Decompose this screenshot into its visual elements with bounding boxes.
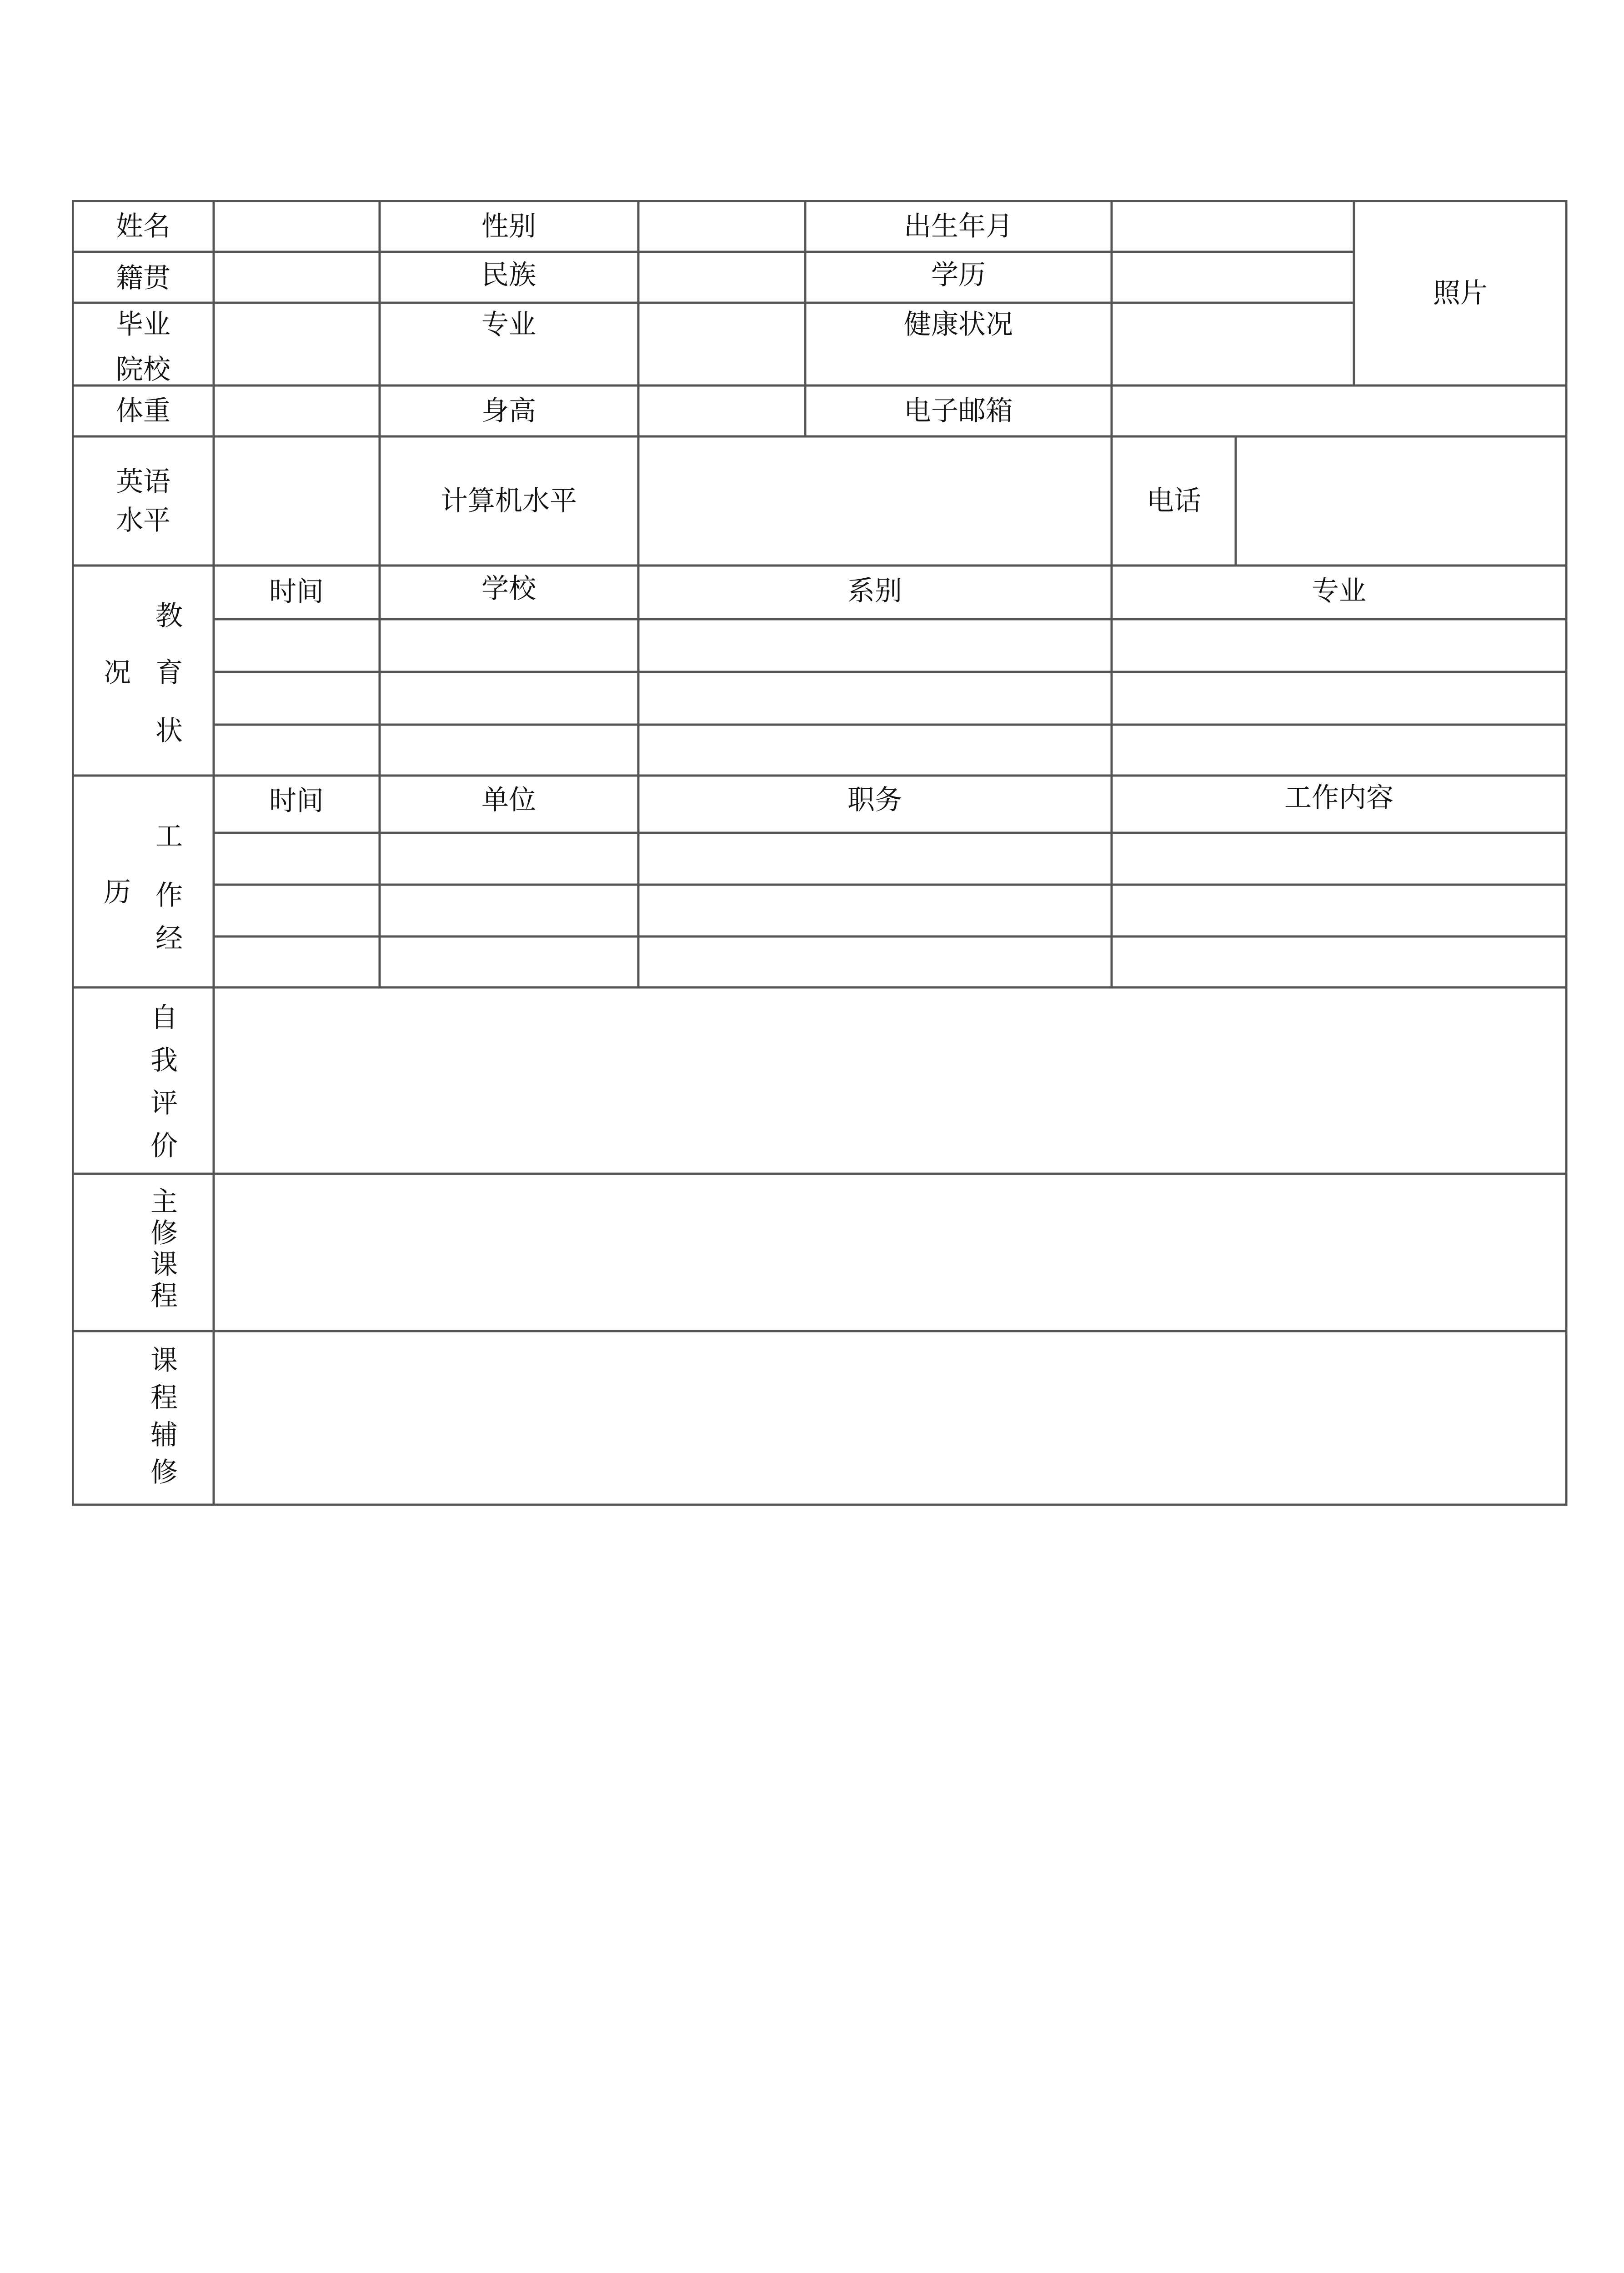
work-row[interactable] — [214, 833, 1566, 885]
phone-field[interactable] — [1236, 436, 1566, 566]
work-side-char-1: 工 — [155, 821, 183, 852]
computer-level-field[interactable] — [638, 436, 1112, 566]
photo-placeholder: 照片 — [1433, 277, 1488, 309]
resume-form-table — [72, 200, 1568, 1507]
ethnicity-field[interactable] — [638, 252, 805, 303]
work-side-char-2: 历 — [104, 876, 131, 908]
label-gender: 性别 — [481, 210, 536, 242]
graduate-school-field[interactable] — [214, 303, 380, 386]
education-side-char-3: 育 — [155, 657, 183, 689]
education-header-school: 学校 — [481, 573, 536, 605]
label-english-line1: 英语 — [116, 466, 170, 498]
education-side-char-4: 状 — [155, 715, 183, 747]
work-header-position: 职务 — [847, 784, 902, 816]
work-header-job-content: 工作内容 — [1284, 782, 1393, 814]
name-field[interactable] — [214, 201, 380, 252]
minor-courses-field[interactable] — [214, 1331, 1566, 1505]
education-header-time: 时间 — [269, 576, 324, 608]
label-weight: 体重 — [116, 395, 170, 427]
education-side-char-2: 况 — [104, 657, 131, 689]
minor-courses-label: 课 程 辅 修 — [150, 1345, 178, 1488]
education-row[interactable] — [214, 725, 1566, 776]
label-major: 专业 — [481, 309, 536, 340]
work-side-char-3: 作 — [155, 880, 183, 911]
label-graduate-school-line1: 毕业 — [116, 309, 170, 340]
birth-date-field[interactable] — [1112, 201, 1354, 252]
education-row[interactable] — [214, 672, 1566, 725]
self-evaluation-field[interactable] — [214, 987, 1566, 1174]
work-header-employer: 单位 — [481, 784, 536, 816]
education-level-field[interactable] — [1112, 252, 1354, 303]
major-field[interactable] — [638, 303, 805, 386]
email-field[interactable] — [1112, 386, 1566, 436]
education-header-department: 系别 — [847, 575, 902, 607]
main-courses-field[interactable] — [214, 1174, 1566, 1331]
education-row[interactable] — [214, 619, 1566, 672]
label-email: 电子邮箱 — [904, 395, 1013, 427]
education-header-major: 专业 — [1312, 575, 1366, 607]
label-computer-level: 计算机水平 — [441, 485, 577, 517]
work-row[interactable] — [214, 936, 1566, 987]
label-graduate-school-line2: 院校 — [116, 354, 170, 386]
english-level-field[interactable] — [214, 436, 380, 566]
work-row[interactable] — [214, 885, 1566, 936]
native-place-field[interactable] — [214, 252, 380, 303]
work-header-time: 时间 — [269, 785, 324, 817]
height-field[interactable] — [638, 386, 805, 436]
work-side-char-4: 经 — [155, 923, 183, 955]
label-native-place: 籍贯 — [116, 262, 170, 294]
label-education-level: 学历 — [931, 259, 986, 291]
label-phone: 电话 — [1147, 485, 1201, 517]
label-height: 身高 — [481, 395, 536, 427]
label-name: 姓名 — [116, 210, 170, 242]
label-health: 健康状况 — [904, 309, 1013, 340]
label-english-line2: 水平 — [116, 505, 170, 536]
education-side-char-1: 教 — [155, 600, 183, 632]
weight-field[interactable] — [214, 386, 380, 436]
label-ethnicity: 民族 — [481, 259, 536, 291]
health-field[interactable] — [1112, 303, 1354, 386]
main-courses-label: 主 修 课 程 — [150, 1186, 178, 1312]
self-evaluation-label: 自 我 评 价 — [150, 1002, 178, 1162]
label-birth-date: 出生年月 — [904, 210, 1013, 242]
gender-field[interactable] — [638, 201, 805, 252]
